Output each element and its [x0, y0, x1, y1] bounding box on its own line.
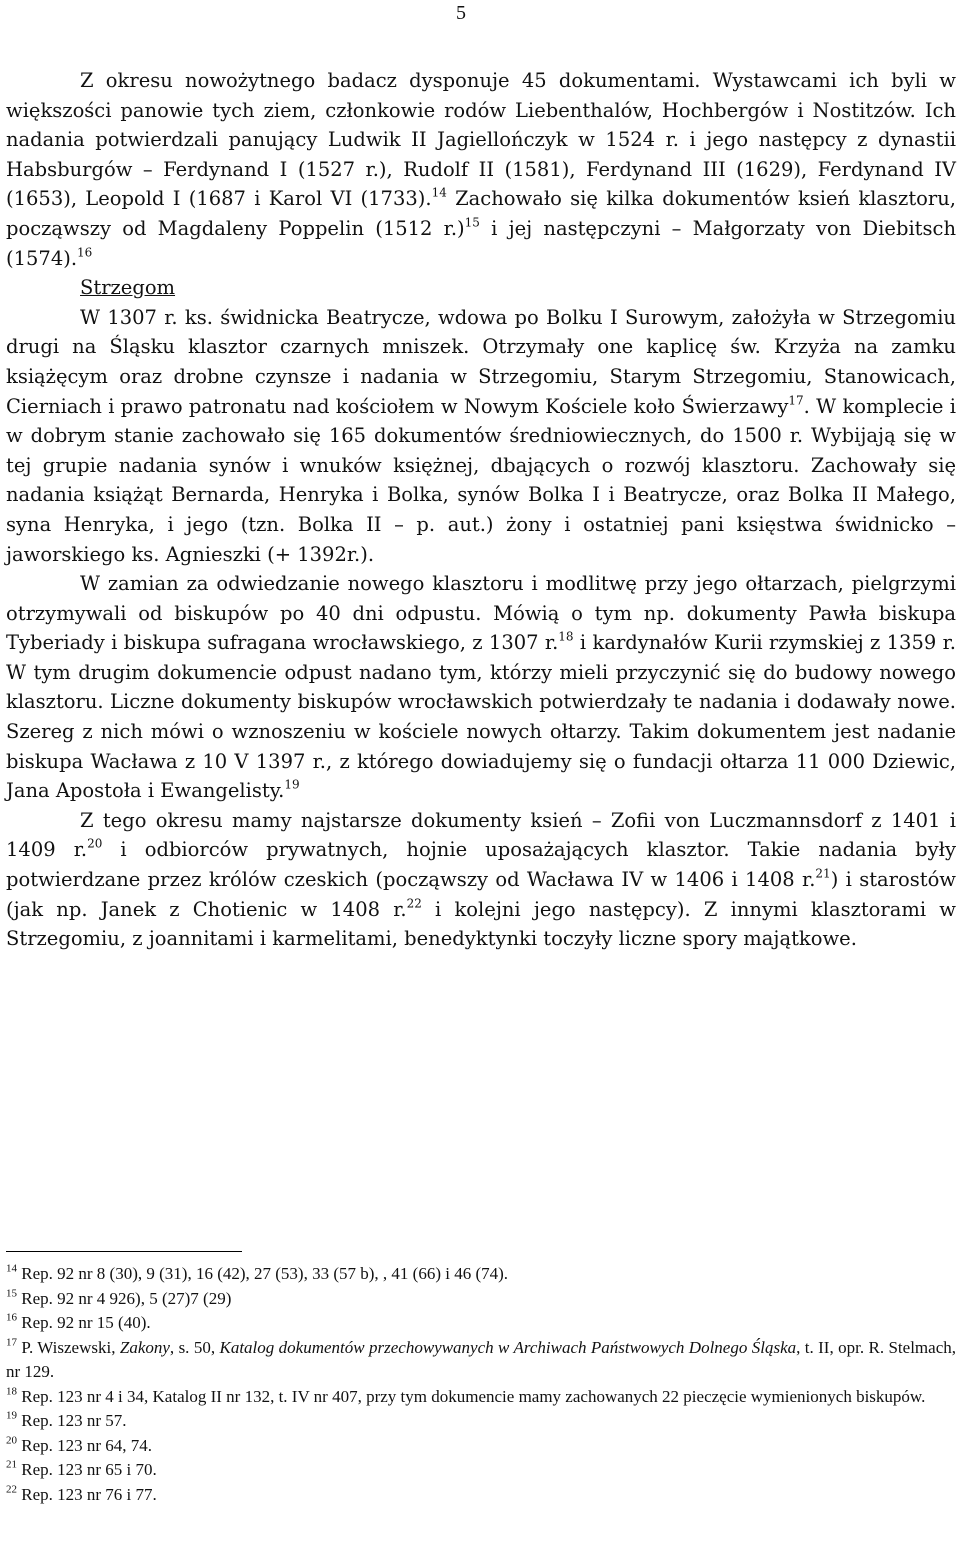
section-heading: Strzegom — [80, 276, 176, 300]
text-run: ) i starostów (jak np. Janek z Chotienic w 1408 r. — [6, 868, 957, 921]
text-run: i kardynałów Kurii rzymskiej z 1359 r. W tym drugim dokumencie odpust nadano tym, którzy mieli przyczynić się do budowy nowego klasztoru. Liczne dokumenty biskupów wrocławskich potwierdzały te nadania i dodawały nowe. Szereg z nich mówi o wznoszeniu w kościele nowych ołtarzy. Takim dokumentem jest nadanie biskupa Wacława z 10 V 1397 r., z którego dowiadujemy się o fundacji ołtarza 11 000 Dziewic, Jana Apostoła i Ewangelisty. — [6, 631, 956, 803]
text-run: Zachowało się kilka dokumentów ksień klasztoru, począwszy od Magdaleny Poppelin (1512 r.) — [6, 187, 956, 240]
page-number: 5 — [456, 2, 466, 24]
paragraph — [6, 66, 956, 273]
section-paragraphs — [6, 303, 956, 954]
paragraph — [6, 569, 956, 806]
footnote-ref-15: 15 — [6, 1286, 17, 1299]
text-run: Rep. 92 nr 15 (40). — [17, 1313, 151, 1332]
footnote-ref-16: 16 — [6, 1311, 17, 1324]
text-run: i jej następczyni – Małgorzaty von Diebitsch (1574). — [6, 216, 957, 270]
footnote — [6, 1287, 956, 1312]
footnote — [6, 1385, 956, 1410]
text-run: P. Wiszewski, — [17, 1337, 120, 1357]
text-run: Rep. 123 nr 76 i 77. — [17, 1484, 157, 1504]
intro-paragraphs — [6, 66, 956, 273]
footnote-ref-18: 18 — [6, 1384, 17, 1397]
text-run: , t. II, opr. R. Stelmach, nr 129. — [6, 1337, 956, 1381]
footnote-ref-21: 21 — [815, 866, 831, 881]
footnote — [6, 1483, 956, 1508]
text-run: . W komplecie i w dobrym stanie zachowało się 165 dokumentów średniowiecznych, do 1500 r. Wybijają się w tej grupie nadania synów i wnuków księżnej, dbających o rozwój klasztoru. Zachowały się nadania książąt Bernarda, Henryka i Bolka, synów Bolka I i Beatrycze, oraz Bolka II Małego, syna Henryka, i jego (tzn. Bolka II – p. aut.) żony i ostatniej pani księstwa świdnicko – jaworskiego ks. Agnieszki (+ 1392r.). — [6, 394, 957, 566]
text-run: W zamian za odwiedzanie nowego klasztoru i modlitwę przy jego ołtarzach, pielgrzymi otrzymywali od biskupów po 40 dni odpustu. Mówią o tym np. dokumenty Pawła biskupa Tyberiady i biskupa sufragana wrocławskiego, z 1307 r. — [6, 572, 956, 655]
footnote-ref-18: 18 — [558, 629, 574, 644]
main-text — [6, 66, 956, 954]
footnote — [6, 1434, 956, 1459]
footnote-ref-17: 17 — [788, 392, 804, 407]
footnote-ref-19: 19 — [6, 1409, 17, 1422]
footnote-ref-22: 22 — [406, 896, 422, 910]
footnote — [6, 1409, 956, 1434]
text-run: i kolejni jego następcy). Z innymi klasztorami w Strzegomiu, z joannitami i karmelitami, benedyktynki toczyły liczne spory majątkowe. — [6, 897, 956, 951]
footnote-ref-16: 16 — [77, 244, 93, 259]
text-run: Rep. 123 nr 57. — [17, 1411, 127, 1430]
footnote-ref-20: 20 — [87, 836, 103, 851]
text-run: Rep. 92 nr 8 (30), 9 (31), 16 (42), 27 (53), 33 (57 b), , 41 (66) i 46 (74). — [17, 1264, 509, 1283]
text-run: Rep. 123 nr 64, 74. — [17, 1435, 153, 1455]
footnote — [6, 1311, 956, 1336]
footnote — [6, 1262, 956, 1287]
footnote-ref-22: 22 — [6, 1482, 17, 1495]
footnote-ref-15: 15 — [464, 215, 480, 230]
text-run: Rep. 123 nr 4 i 34, Katalog II nr 132, t. IV nr 407, przy tym dokumencie mamy zachowanych 22 pieczęcie wymienionych biskupów. — [17, 1386, 926, 1406]
footnote-ref-21: 21 — [6, 1458, 17, 1471]
text-run: Rep. 123 nr 65 i 70. — [17, 1460, 157, 1479]
footnote — [6, 1336, 956, 1385]
footnote-divider — [6, 1251, 242, 1252]
text-run: Z okresu nowożytnego badacz dysponuje 45 dokumentami. Wystawcami ich byli w większości panowie tych ziem, członkowie rodów Liebenthalów, Hochbergów i Nostitzów. Ich nadania potwierdzali panujący Ludwik II Jagiellończyk w 1524 r. i jego następcy z dynastii Habsburgów – Ferdynand I (1527 r.), Rudolf II (1581), Ferdynand III (1629), Ferdynand IV (1653), Leopold I (1687 i Karol VI (1733). — [6, 69, 956, 211]
text-run: i odbiorców prywatnych, hojnie uposażających klasztor. Takie nadania były potwierdzane przez królów czeskich (począwszy od Wacława IV w 1406 i 1408 r. — [6, 838, 957, 892]
text-run: Z tego okresu mamy najstarsze dokumenty ksień – Zofii von Luczmannsdorf z 1401 i 1409 r. — [6, 808, 956, 862]
text-run: Rep. 92 nr 4 926), 5 (27)7 (29) — [17, 1288, 232, 1308]
text-run: W 1307 r. ks. świdnicka Beatrycze, wdowa po Bolku I Surowym, założyła w Strzegomiu drugi na Śląsku klasztor czarnych mniszek. Otrzymały one kaplicę św. Krzyża na zamku książęcym oraz drobne czynsze i nadania w Strzegomiu, Starym Strzegomiu, Stanowicach, Cierniach i prawo patronatu nad kościołem w Nowym Kościele koło Świerzawy — [6, 305, 956, 418]
footnote — [6, 1458, 956, 1483]
italic-title: Katalog dokumentów przechowywanych w Archiwach Państwowych Dolnego Śląska — [219, 1337, 797, 1357]
paragraph — [6, 806, 956, 954]
footnote-ref-14: 14 — [6, 1262, 17, 1275]
footnote-ref-17: 17 — [6, 1335, 17, 1348]
italic-title: Zakony — [119, 1337, 170, 1357]
footnotes — [6, 1262, 956, 1507]
footnote-ref-20: 20 — [6, 1433, 17, 1446]
paragraph — [6, 303, 956, 569]
text-run: , s. 50, — [169, 1337, 220, 1357]
footnote-ref-14: 14 — [431, 185, 447, 200]
footnote-ref-19: 19 — [284, 777, 300, 792]
